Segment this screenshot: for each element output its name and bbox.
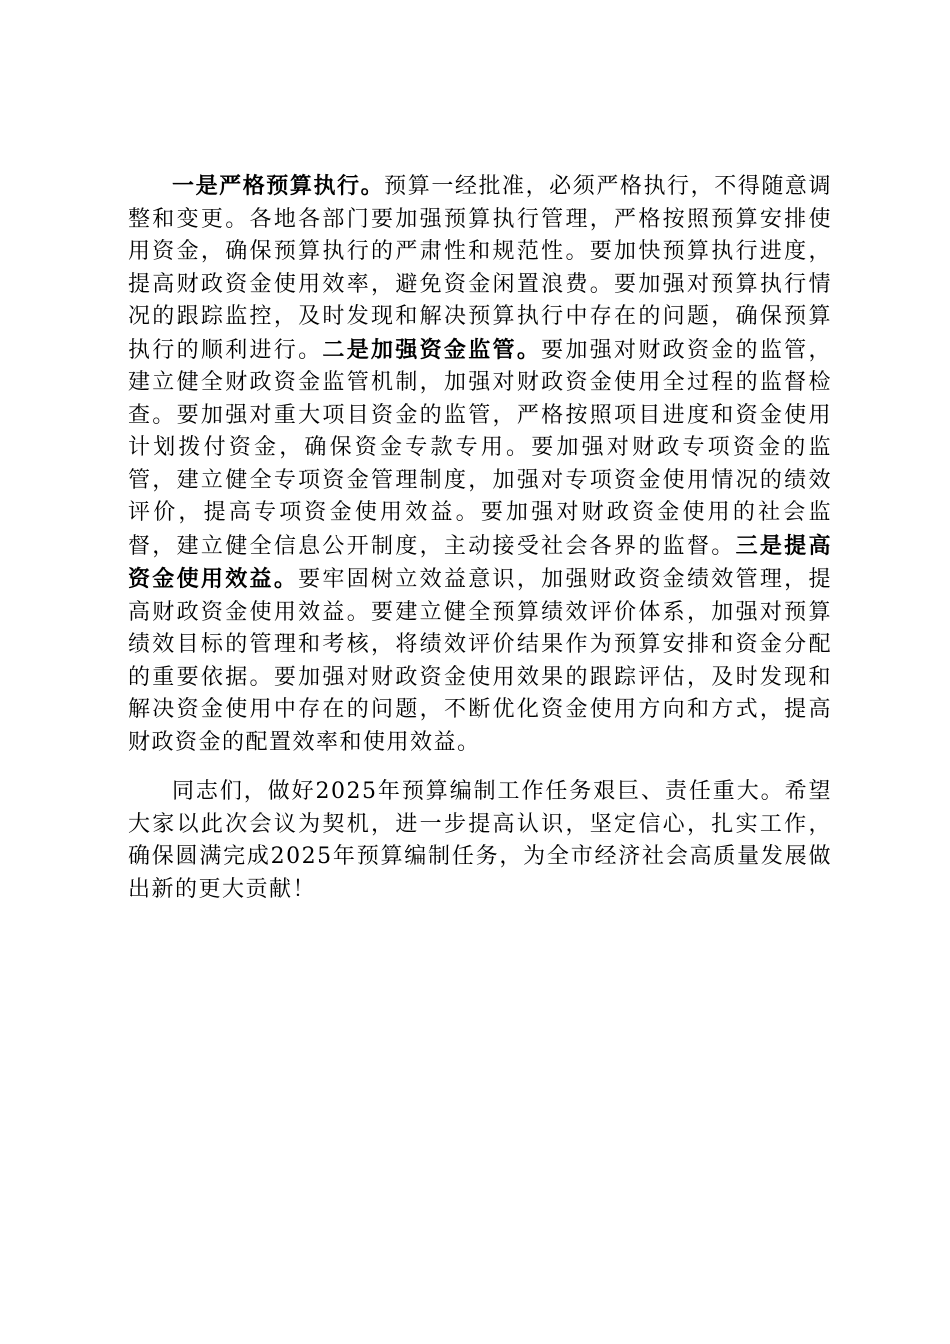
heading-improve-fund-efficiency: 三是提高资金使用效益。 [128,532,832,592]
text-strict-budget-execution: 预算一经批准，必须严格执行，不得随意调整和变更。各地各部门要加强预算执行管理，严格按照预算安排使用资金，确保预算执行的严肃性和规范性。要加快预算执行进度，提高财政资金使用效率，避免资金闲置浪费。要加强对预算执行情况的跟踪监控，及时发现和解决预算执行中存在的问题，确保预算执行的顺利进行。 [128,174,832,363]
text-improve-fund-efficiency: 要牢固树立效益意识，加强财政资金绩效管理，提高财政资金使用效益。要建立健全预算绩效评价体系，加强对预算绩效目标的管理和考核，将绩效评价结果作为预算安排和资金分配的重要依据。要加强对财政资金使用效果的跟踪评估，及时发现和解决资金使用中存在的问题，不断优化资金使用方向和方式，提高财政资金的配置效率和使用效益。 [128,567,832,755]
document-body [128,170,832,906]
heading-strict-budget-execution: 一是严格预算执行。 [172,173,385,199]
heading-strengthen-fund-supervision: 二是加强资金监管。 [322,336,542,363]
paragraph-budget-measures [128,170,832,759]
paragraph-closing-remarks [128,776,832,906]
text-strengthen-fund-supervision: 要加强对财政资金的监管，建立健全财政资金监管机制，加强对财政资金使用全过程的监督检查。要加强对重大项目资金的监管，严格按照项目进度和资金使用计划拨付资金，确保资金专款专用。要加强对财政专项资金的监管，建立健全专项资金管理制度，加强对专项资金使用情况的绩效评价，提高专项资金使用效益。要加强对财政资金使用的社会监督，建立健全信息公开制度，主动接受社会各界的监督。 [128,337,832,559]
text-closing-remarks: 同志们，做好2025年预算编制工作任务艰巨、责任重大。希望大家以此次会议为契机，进一步提高认识，坚定信心，扎实工作，确保圆满完成2025年预算编制任务，为全市经济社会高质量发展做出新的更大贡献！ [128,779,832,902]
